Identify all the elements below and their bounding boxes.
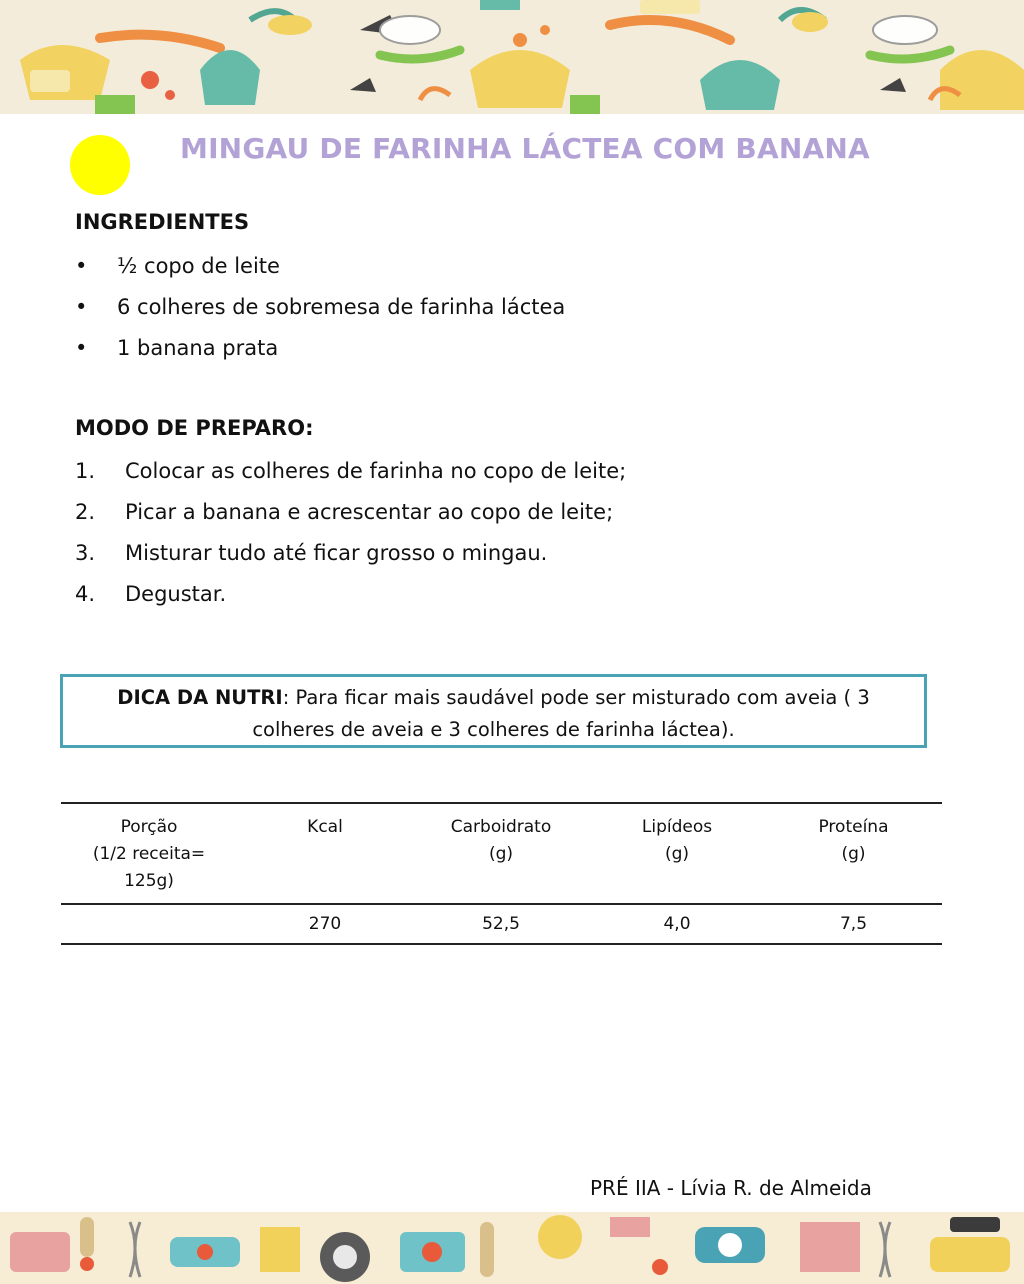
bullet-icon: • [75, 295, 88, 319]
value-protein: 7,5 [765, 904, 942, 944]
nutri-tip-box [60, 674, 927, 748]
tip-text-line2: colheres de aveia e 3 colheres de farinha láctea). [252, 718, 735, 741]
bullet-icon: • [75, 254, 88, 278]
value-carb: 52,5 [413, 904, 589, 944]
tip-text-line1: : Para ficar mais saudável pode ser misturado com aveia ( 3 [282, 686, 870, 709]
value-kcal: 270 [237, 904, 413, 944]
header-carb: Carboidrato (g) [413, 803, 589, 904]
author-signature: PRÉ IIA - Lívia R. de Almeida [590, 1176, 872, 1200]
footer-decorative-banner [0, 1212, 1024, 1284]
yellow-dot-icon [70, 135, 130, 195]
header-protein: Proteína (g) [765, 803, 942, 904]
kitchen-utensils-pattern-icon [0, 1212, 1024, 1284]
header-kcal: Kcal [237, 803, 413, 904]
value-lipid: 4,0 [589, 904, 765, 944]
recipe-title: MINGAU DE FARINHA LÁCTEA COM BANANA [180, 132, 870, 165]
header-lipid: Lipídeos (g) [589, 803, 765, 904]
table-header-row [61, 803, 942, 904]
tip-label: DICA DA NUTRI [117, 686, 283, 709]
header-decorative-banner [0, 0, 1024, 114]
kitchen-pattern-icon [0, 0, 1024, 114]
ingredients-heading: INGREDIENTES [75, 210, 250, 234]
nutrition-table [61, 802, 942, 945]
bullet-icon: • [75, 336, 88, 360]
value-portion [61, 904, 237, 944]
table-row [61, 904, 942, 944]
header-portion: Porção (1/2 receita= 125g) [61, 803, 237, 904]
method-heading: MODO DE PREPARO: [75, 416, 314, 440]
